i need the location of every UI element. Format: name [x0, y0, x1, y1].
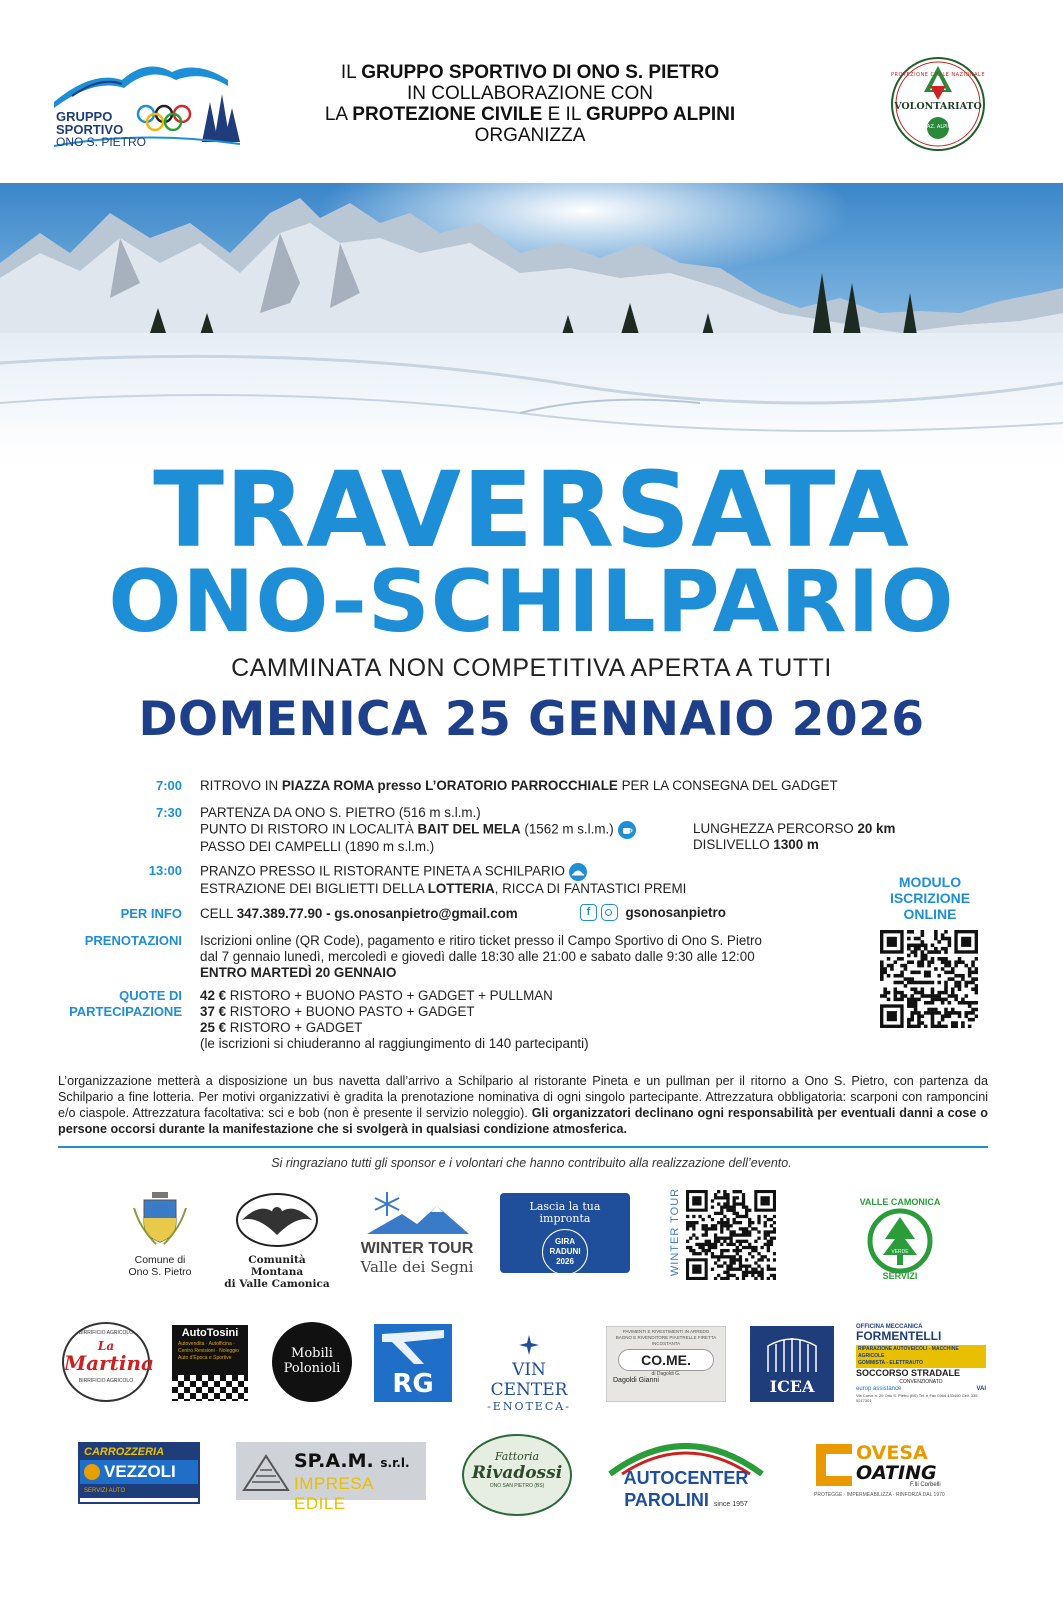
mountain-snow-photo: [0, 183, 1063, 460]
autotosini-title: AutoTosini: [181, 1327, 239, 1339]
winter-tour-qr-code[interactable]: [686, 1190, 776, 1280]
quote-list: [200, 988, 589, 1052]
formentelli-convenzionato: CONVENZIONATO: [899, 1379, 943, 1385]
martina-top: BIRRIFICIO AGRICOLO: [78, 1330, 134, 1336]
event-title-line1: TRAVERSATA: [153, 449, 910, 571]
icea-text: ICEA: [769, 1377, 815, 1396]
sponsor-come: [606, 1326, 726, 1402]
martina-name: Martina: [64, 1351, 154, 1375]
organizers-line3: LA PROTEZIONE CIVILE E IL GRUPPO ALPINI: [324, 104, 736, 125]
divider-line: [58, 1146, 988, 1148]
sponsor-fattoria-rivadossi: [462, 1434, 572, 1516]
time-7-00: 7:00: [155, 778, 182, 793]
gira-raduni-badge: GIRA RADUNI 2026: [542, 1229, 588, 1275]
sponsor-spam: [236, 1442, 426, 1513]
organizers-line4: ORGANIZZA: [474, 125, 586, 146]
disclaimer-text: L’organizzazione metterà a disposizione un bus navetta dall’arrivo a Schilpario al ristorante Pineta e un pullman per il ritorno a Ono S. Pietro, con partenza da Schilpario a fine lotteria. Per motivi organizzativi è gradita la prenotazione nominativa di ogni singolo partecipante. Attrezzatura obbligatoria: scarponi con ramponcini e/o ciaspole. Attrezzatura facoltativa: sci e bob (non è presente il servizio noleggio). Gli organizzatori declinano ogni responsabilità per eventuali danni a cose o persone occorsi durante la manifestazione che si svolgerà in qualsiasi condizione atmosferica.: [58, 1074, 988, 1136]
social-handle: f gsonosanpietro: [580, 904, 726, 921]
event-title-line2: ONO-SCHILPARIO: [108, 552, 955, 652]
organizers-text: [280, 62, 780, 146]
checkered-flag-icon: [172, 1375, 248, 1401]
covesa-c-icon: [816, 1444, 852, 1486]
formentelli-soccorso: SOCCORSO STRADALE: [856, 1368, 961, 1378]
sponsor-autotosini: [172, 1325, 248, 1401]
time-13-00: 13:00: [148, 863, 182, 878]
come-name: CO.ME.: [618, 1349, 714, 1371]
registration-qr-code[interactable]: [880, 930, 978, 1032]
valle-camonica-text: VALLE CAMONICA: [859, 1197, 941, 1207]
come-person: Dagoldi Gianni: [613, 1377, 659, 1384]
sponsor-gira-raduni: [500, 1193, 630, 1273]
gs-logo-line2: SPORTIVO: [56, 122, 124, 137]
organizers-line1: IL GRUPPO SPORTIVO DI ONO S. PIETRO: [340, 62, 720, 83]
valle-camonica-servizi-text: SERVIZI: [882, 1271, 918, 1281]
sponsor-carrozzeria-vezzoli: [78, 1442, 200, 1504]
instagram-icon: [601, 904, 618, 921]
vin-center-title: VIN CENTER: [490, 1360, 568, 1400]
info-contacts: CELL 347.389.77.90 - gs.onosanpietro@gmail.com: [200, 906, 518, 921]
quote-label: QUOTE DI PARTECIPAZIONE: [69, 988, 182, 1019]
compass-star-icon: [517, 1334, 541, 1356]
pc-logo-top-text: PROTEZIONE CIVILE NAZIONALE: [891, 72, 985, 78]
event-subtitle: CAMMINATA NON COMPETITIVA APERTA A TUTTI: [231, 654, 832, 682]
program-row-ritrovo: RITROVO IN PIAZZA ROMA presso L’ORATORIO PARROCCHIALE PER LA CONSEGNA DEL GADGET: [200, 778, 838, 793]
winter-tour-title: WINTER TOUR: [360, 1240, 474, 1257]
lascia-impronta-text: Lascia la tua impronta: [529, 1200, 601, 1225]
spam-sub: IMPRESA EDILE: [294, 1474, 374, 1513]
fattoria-label: Fattoria: [494, 1450, 540, 1463]
valle-camonica-inner: VERDE: [891, 1249, 909, 1255]
sponsor-valle-camonica-servizi: [855, 1193, 945, 1283]
info-label: PER INFO: [120, 906, 182, 921]
vin-center-sub: -ENOTECA-: [487, 1400, 571, 1413]
gs-logo-line3: ONO S. PIETRO: [56, 135, 147, 149]
comunita-montana-label: Comunità Montana di Valle Camonica: [224, 1254, 330, 1290]
snow-landscape-image: [0, 183, 1063, 460]
header: [0, 0, 1063, 180]
gruppo-sportivo-logo-text: [56, 110, 146, 149]
sponsor-comune-ono: [115, 1188, 205, 1283]
formentelli-address: Via Corve n. 29 Ono S. Pietro (BS) Tel. e Fax 0364 433400 Cell. 335 5217301: [856, 1393, 978, 1403]
come-top: PAVIMENTI E RIVESTIMENTI IN ARREDO BAGNO E RIVENDITORE PIASTRELLE FIRETTA INCOSTANTA: [615, 1329, 717, 1346]
sponsor-la-martina: [62, 1322, 154, 1402]
pc-logo-volontariato: VOLONTARIATO: [894, 101, 982, 112]
mobili-polonioli-text: Mobili Polonioli: [283, 1346, 341, 1376]
organizers-line2: IN COLLABORAZIONE CON: [407, 83, 653, 104]
carrozzeria-title: CARROZZERIA: [80, 1444, 198, 1460]
program-row-partenza: PARTENZA DA ONO S. PIETRO (516 m s.l.m.) PUNTO DI RISTORO IN LOCALITÀ BAIT DEL MELA (1562 m s.l.m.) PASSO DEI CAMPELLI (1890 m s.l.m.): [200, 805, 636, 855]
sponsor-comunita-montana: [222, 1190, 332, 1290]
rg-text: RG: [392, 1369, 434, 1399]
vezzoli-sub: SERVIZI AUTO: [80, 1484, 198, 1498]
event-date: DOMENICA 25 GENNAIO 2026: [138, 692, 925, 747]
vezzoli-name-row: VEZZOLI: [80, 1460, 198, 1484]
sponsor-thanks: Si ringraziano tutti gli sponsor e i volontari che hanno contribuito alla realizzazione dell’evento.: [271, 1156, 792, 1170]
coat-of-arms-icon: [130, 1188, 190, 1250]
coating-title: OATING: [856, 1462, 937, 1484]
covesa-sub: F.lli Corbelli: [910, 1482, 941, 1488]
quote-37: 37 € RISTORO + BUONO PASTO + GADGET: [200, 1004, 475, 1019]
time-7-30: 7:30: [155, 805, 182, 820]
martina-bottom: BIRRIFICIO AGRICOLO: [78, 1378, 134, 1384]
sponsor-covesa-coating: [814, 1442, 964, 1508]
pc-logo-alpini: NAZ. ALPINI: [923, 124, 953, 130]
sponsor-autocenter-parolini: [604, 1432, 768, 1516]
facebook-icon: f: [580, 904, 597, 921]
route-stats: [693, 821, 895, 853]
autocenter-title: AUTOCENTER: [623, 1468, 749, 1488]
quote-25: 25 € RISTORO + GADGET: [200, 1020, 363, 1035]
quote-42: 42 € RISTORO + BUONO PASTO + GADGET + PULLMAN: [200, 988, 553, 1003]
sponsor-formentelli: [856, 1324, 986, 1406]
coffee-cup-icon: [618, 821, 636, 839]
fattoria-location: ONO SAN PIETRO (BS): [489, 1483, 545, 1489]
food-dish-icon: [569, 863, 587, 881]
formentelli-name: FORMENTELLI: [856, 1329, 942, 1343]
gruppo-sportivo-logo: [52, 50, 242, 160]
martina-la: La: [97, 1339, 115, 1353]
modulo-iscrizione-online: MODULO ISCRIZIONE ONLINE: [889, 874, 971, 922]
formentelli-top: OFFICINA MECCANICA: [856, 1324, 923, 1330]
sponsor-vin-center: [472, 1334, 586, 1413]
parolini-row: PAROLINI since 1957: [624, 1490, 748, 1510]
eagle-emblem-icon: [232, 1190, 322, 1250]
protezione-civile-logo: [890, 56, 986, 152]
autotosini-sub: Autovendita · Autofficina · Centro Revisioni · Noleggio Auto d'Epoca e Sportive: [178, 1341, 239, 1361]
formentelli-services: RIPARAZIONE AUTOVEICOLI - MACCHINE AGRICOLE GOMMISTA - ELETTRAUTO: [856, 1345, 986, 1368]
rivadossi-name: Rivadossi: [471, 1463, 563, 1483]
covesa-tagline: PROTEGGE · IMPERMEABILIZZA · RINFORZA DAL 1970: [814, 1492, 945, 1498]
spam-title: SP.A.M. s.r.l.: [294, 1450, 410, 1472]
winter-tour-vertical: WINTER TOUR: [669, 1187, 681, 1277]
route-length: LUNGHEZZA PERCORSO 20 km: [693, 821, 896, 836]
winter-tour-sub: Valle dei Segni: [360, 1258, 474, 1276]
gate-icon: [762, 1332, 822, 1374]
come-sub: di Dagoldi G.: [651, 1371, 681, 1377]
program-row-pranzo: PRANZO PRESSO IL RISTORANTE PINETA A SCHILPARIO ESTRAZIONE DEI BIGLIETTI DELLA LOTTERIA, RICCA DI FANTASTICI PREMI: [200, 863, 687, 896]
sponsor-winter-tour-qr: [660, 1187, 784, 1280]
sponsor-rg: [374, 1324, 452, 1402]
vezzoli-logo-icon: [84, 1464, 100, 1480]
comune-label: Comune di Ono S. Pietro: [128, 1254, 192, 1278]
route-elevation: DISLIVELLO 1300 m: [693, 837, 819, 852]
sponsor-winter-tour: [352, 1188, 482, 1283]
prenotazioni-text: Iscrizioni online (QR Code), pagamento e ritiro ticket presso il Campo Sportivo di Ono S. Pietro dal 7 gennaio lunedì, mercoledì e giovedì dalle 18:30 alle 21:00 e sabato dalle 9:30 alle 12:00 ENTRO MARTEDÌ 20 GENNAIO: [200, 933, 762, 980]
snowflake-mountain-icon: [357, 1188, 477, 1236]
building-stripes-icon: [242, 1452, 290, 1492]
rg-roof-icon: [374, 1324, 452, 1370]
sponsor-mobili-polonioli: [272, 1322, 352, 1402]
formentelli-partners: europ assistance VAI: [856, 1386, 986, 1392]
quote-note: (le iscrizioni si chiuderanno al raggiungimento di 140 partecipanti): [200, 1036, 589, 1051]
prenotazioni-label: PRENOTAZIONI: [84, 933, 182, 948]
sponsor-icea: [750, 1326, 834, 1402]
covesa-title: OVESA: [856, 1442, 928, 1464]
gs-logo-line1: GRUPPO: [56, 109, 113, 124]
